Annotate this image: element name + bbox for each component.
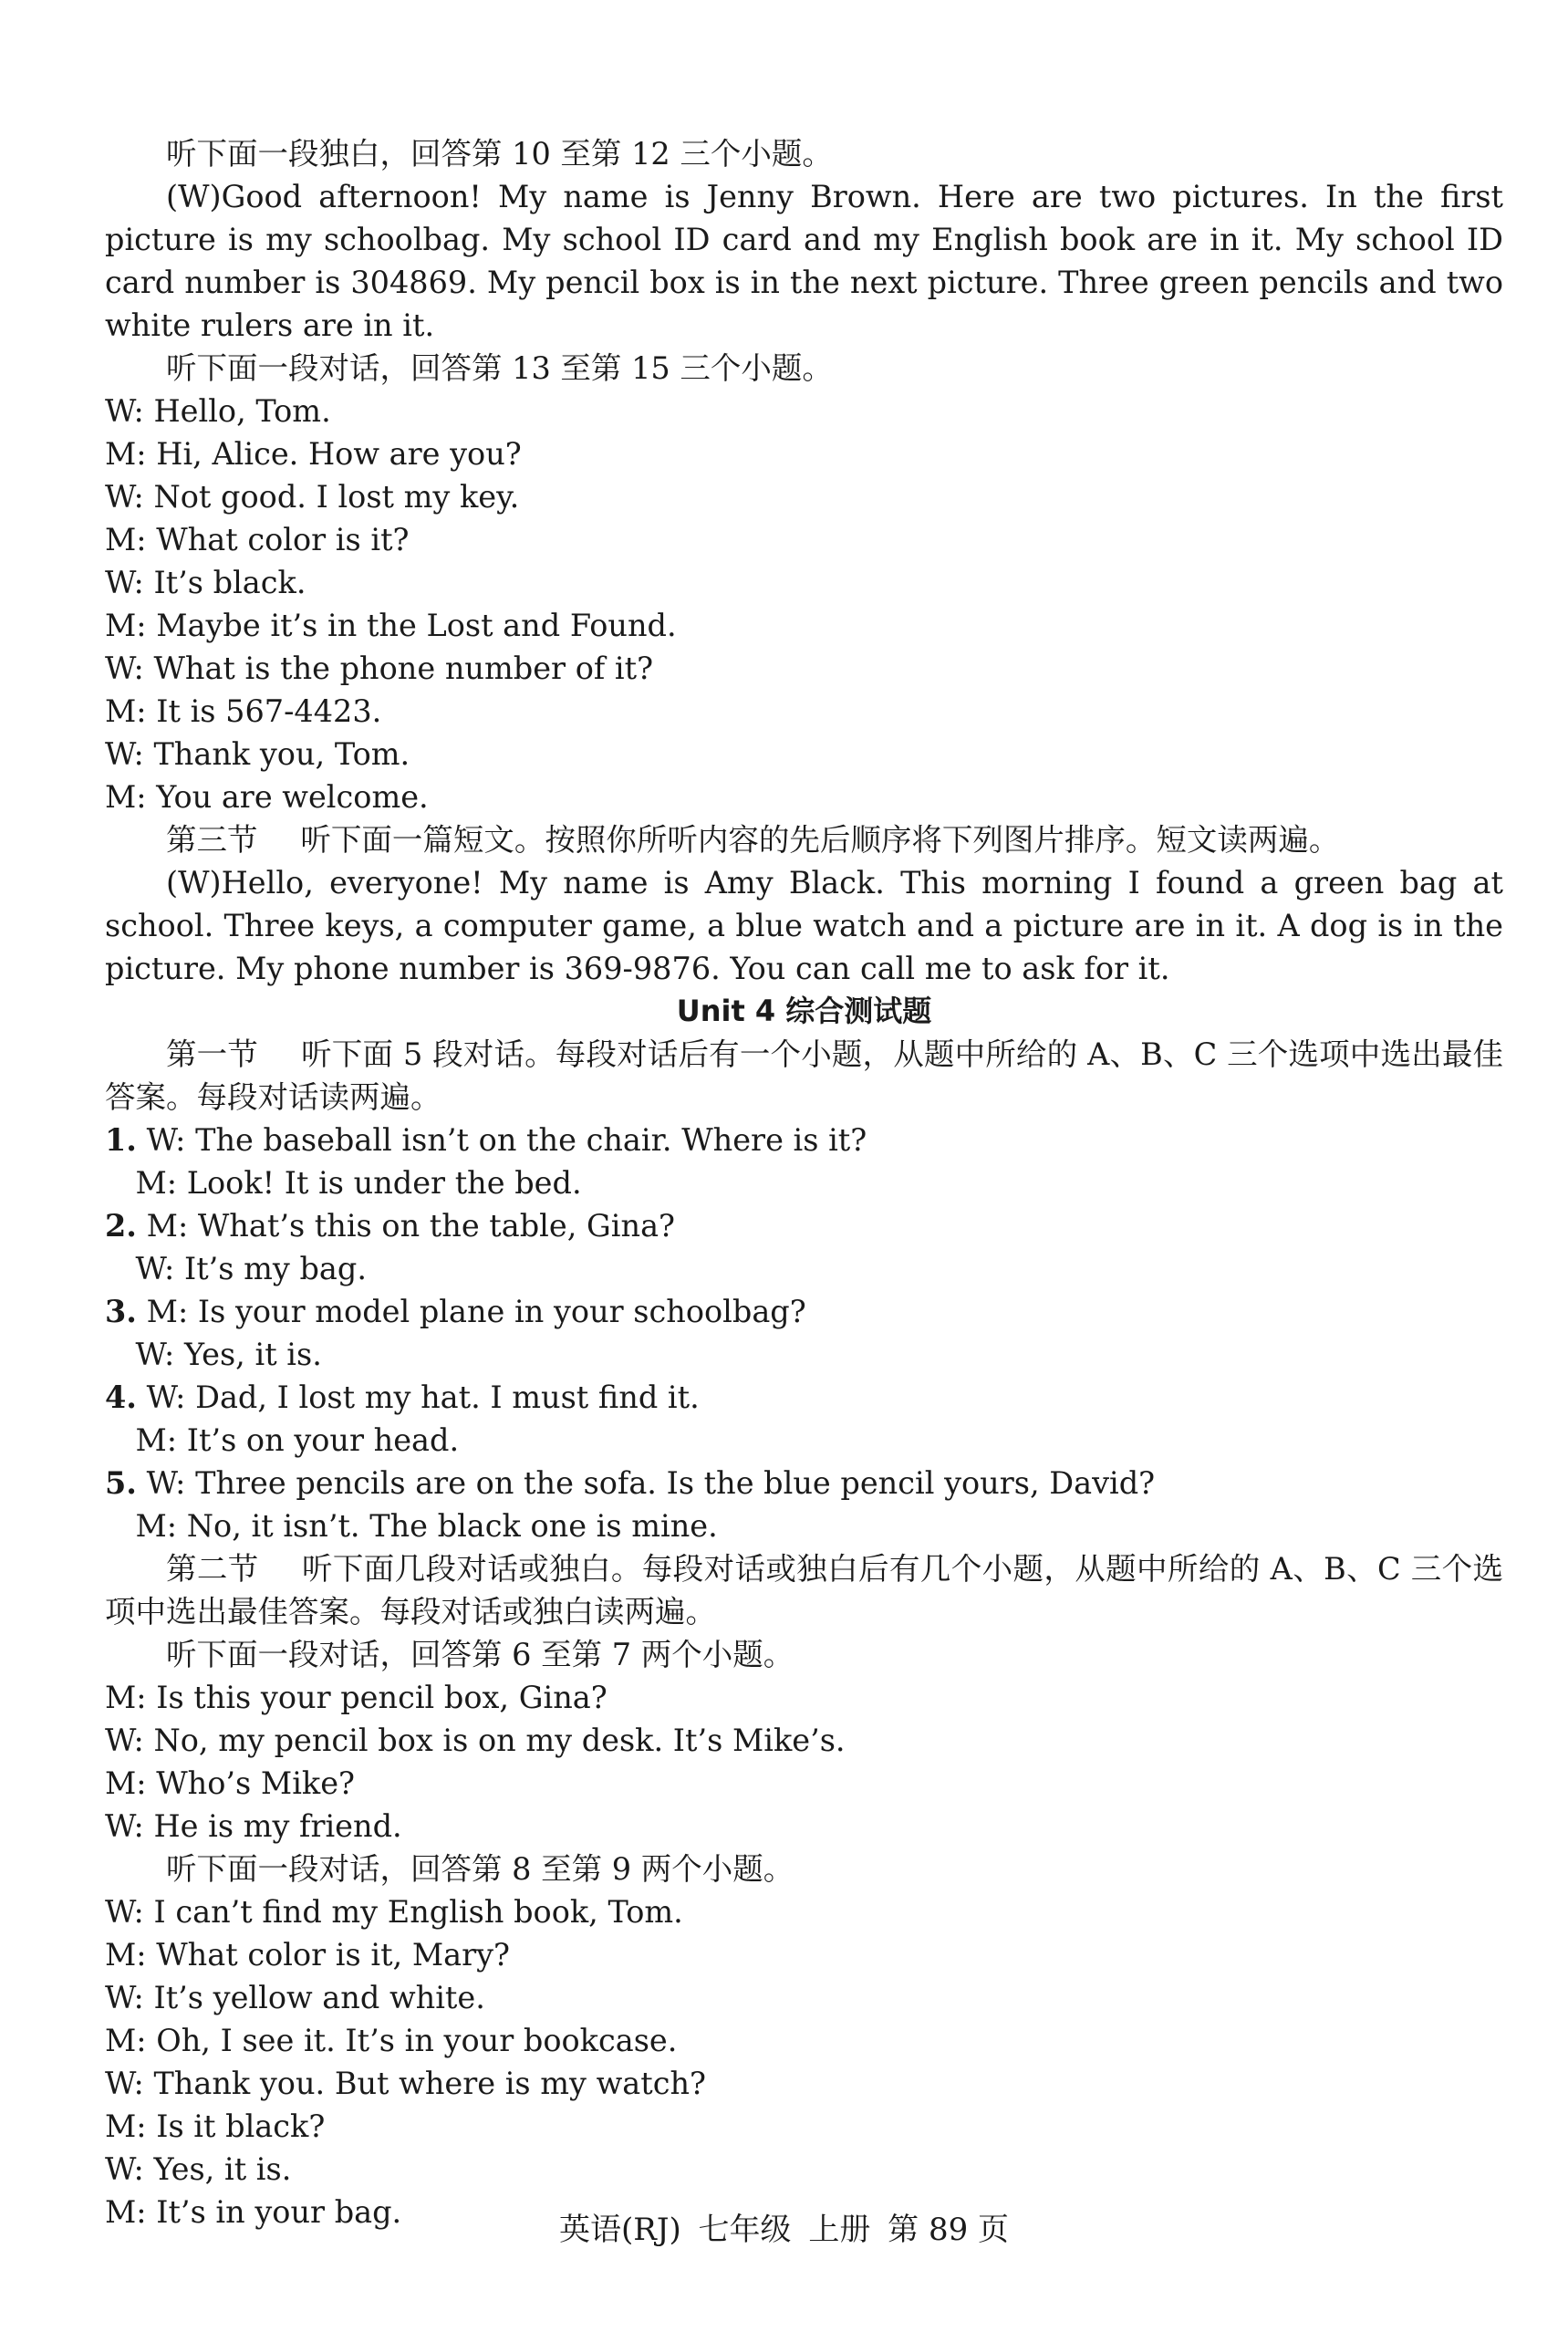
page-body	[105, 132, 1503, 2233]
dialogue-line: M: It is 567-4423.	[105, 693, 382, 729]
question-line	[105, 1204, 1503, 1247]
section3-passage: (W)Hello, everyone! My name is Amy Black. This morning I found a green bag at school. Three keys, a computer game, a blue watch and a picture are in it. A dog is in the picture. My phone number is 369-9876. You can call me to ask for it.	[105, 865, 1503, 986]
part1-text: 听下面 5 段对话。每段对话后有一个小题，从题中所给的 A、B、C 三个选项中选出最佳答案。每段对话读两遍。	[105, 1036, 1503, 1115]
part2-instruction	[105, 1547, 1503, 1633]
dialogue-line: W: Thank you, Tom.	[105, 736, 410, 772]
footer-grade: 七年级	[698, 2212, 792, 2248]
dialogue-line: W: No, my pencil box is on my desk. It’s Mike’s.	[105, 1723, 846, 1758]
dialogue-line: W: What is the phone number of it?	[105, 651, 654, 686]
part2-text: 听下面几段对话或独白。每段对话或独白后有几个小题，从题中所给的 A、B、C 三个选项中选出最佳答案。每段对话或独白读两遍。	[105, 1551, 1503, 1629]
dialogue-line: M: Is this your pencil box, Gina?	[105, 1680, 607, 1715]
page-footer	[0, 2208, 1568, 2252]
dialog2	[105, 1890, 1503, 2233]
question-line	[105, 1376, 1503, 1419]
dialogue-line: W: Yes, it is.	[105, 2151, 292, 2187]
dialogue-line: M: Is it black?	[105, 2108, 326, 2144]
answer-line: W: Yes, it is.	[135, 1337, 322, 1372]
dialogue-line: W: It’s black.	[105, 565, 306, 600]
dialogue-line: M: What color is it, Mary?	[105, 1937, 511, 1973]
dialogue-line: W: Not good. I lost my key.	[105, 479, 520, 515]
dialogue-line: W: Hello, Tom.	[105, 393, 331, 429]
footer-page-number: 第 89 页	[888, 2212, 1010, 2248]
dialog2-instruction: 听下面一段对话，回答第 8 至第 9 两个小题。	[166, 1851, 794, 1887]
section3-instruction	[105, 818, 1503, 861]
question-text: M: What’s this on the table, Gina?	[146, 1208, 676, 1244]
part1-items	[105, 1119, 1503, 1547]
section3-label: 第三节	[166, 822, 258, 858]
question-line	[105, 1290, 1503, 1333]
unit-title: Unit 4 综合测试题	[676, 994, 932, 1028]
dialogue-line: W: Thank you. But where is my watch?	[105, 2066, 707, 2101]
answer-line: M: It’s on your head.	[135, 1422, 460, 1458]
dialogue-line: M: What color is it?	[105, 522, 410, 557]
section2-instruction: 听下面一段对话，回答第 13 至第 15 三个小题。	[166, 350, 833, 386]
answer-line: M: Look! It is under the bed.	[135, 1165, 582, 1201]
question-line	[105, 1462, 1503, 1504]
dialogue-line: W: I can’t find my English book, Tom.	[105, 1894, 683, 1930]
dialogue-line: W: He is my friend.	[105, 1808, 402, 1844]
question-number: 5.	[105, 1465, 137, 1501]
answer-line: M: No, it isn’t. The black one is mine.	[135, 1508, 718, 1544]
dialogue-line: W: It’s yellow and white.	[105, 1980, 485, 2015]
question-number: 3.	[105, 1294, 137, 1329]
part1-instruction	[105, 1033, 1503, 1119]
dialogue-line: M: Maybe it’s in the Lost and Found.	[105, 608, 677, 643]
dialogue-line: M: Hi, Alice. How are you?	[105, 436, 522, 472]
section2-dialogue	[105, 390, 1503, 818]
question-line	[105, 1119, 1503, 1161]
footer-subject: 英语(RJ)	[558, 2212, 681, 2248]
dialogue-line: M: It’s in your bag.	[105, 2194, 402, 2230]
section3-text: 听下面一篇短文。按照你所听内容的先后顺序将下列图片排序。短文读两遍。	[300, 822, 1340, 858]
question-text: W: The baseball isn’t on the chair. Where is it?	[146, 1122, 867, 1158]
dialog1-instruction: 听下面一段对话，回答第 6 至第 7 两个小题。	[166, 1637, 794, 1672]
footer-volume: 上册	[808, 2212, 871, 2248]
section1-instruction: 听下面一段独白，回答第 10 至第 12 三个小题。	[166, 136, 833, 172]
dialog1	[105, 1676, 1503, 1848]
answer-line: W: It’s my bag.	[135, 1251, 367, 1286]
dialogue-line: M: Oh, I see it. It’s in your bookcase.	[105, 2023, 678, 2058]
question-number: 4.	[105, 1379, 137, 1415]
question-text: W: Three pencils are on the sofa. Is the blue pencil yours, David?	[146, 1465, 1156, 1501]
part1-label: 第一节	[166, 1036, 259, 1072]
question-number: 2.	[105, 1208, 137, 1244]
question-text: W: Dad, I lost my hat. I must find it.	[146, 1379, 700, 1415]
question-number: 1.	[105, 1122, 137, 1158]
dialogue-line: M: Who’s Mike?	[105, 1765, 356, 1801]
question-text: M: Is your model plane in your schoolbag?	[146, 1294, 806, 1329]
dialogue-line: M: You are welcome.	[105, 779, 429, 815]
part2-label: 第二节	[166, 1551, 259, 1587]
section1-monologue: (W)Good afternoon! My name is Jenny Brown. Here are two pictures. In the first picture is my schoolbag. My school ID card and my English book are in it. My school ID card number is 304869. My pencil box is in the next picture. Three green pencils and two white rulers are in it.	[105, 179, 1503, 343]
